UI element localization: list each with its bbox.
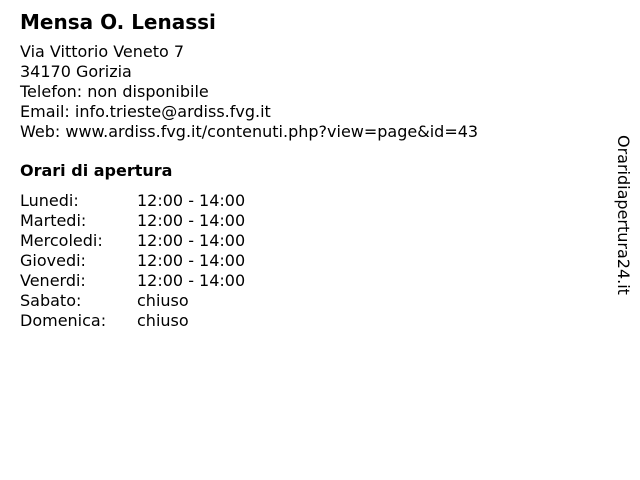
city-address: 34170 Gorizia	[20, 62, 132, 81]
day-hours: chiuso	[137, 311, 189, 330]
day-label: Martedi:	[20, 211, 87, 230]
day-label: Sabato:	[20, 291, 82, 310]
page-title: Mensa O. Lenassi	[20, 10, 216, 34]
hours-row-thursday	[20, 251, 610, 271]
day-label: Lunedi:	[20, 191, 79, 210]
web-text: Web: www.ardiss.fvg.it/contenuti.php?view=page&id=43	[20, 122, 479, 141]
day-label: Mercoledi:	[20, 231, 103, 250]
day-label: Venerdi:	[20, 271, 86, 290]
address-block	[20, 42, 610, 142]
phone-text: Telefon: non disponibile	[20, 82, 209, 101]
day-hours: 12:00 - 14:00	[137, 271, 246, 290]
day-hours: 12:00 - 14:00	[137, 251, 246, 270]
opening-hours-table	[20, 191, 610, 331]
hours-row-sunday	[20, 311, 610, 331]
day-hours: 12:00 - 14:00	[137, 211, 246, 230]
hours-row-tuesday	[20, 211, 610, 231]
hours-row-saturday	[20, 291, 610, 311]
opening-hours-heading: Orari di apertura	[20, 161, 173, 180]
day-hours: 12:00 - 14:00	[137, 191, 246, 210]
street-address: Via Vittorio Veneto 7	[20, 42, 185, 61]
day-label: Giovedi:	[20, 251, 86, 270]
day-hours: 12:00 - 14:00	[137, 231, 246, 250]
day-label: Domenica:	[20, 311, 107, 330]
day-hours: chiuso	[137, 291, 189, 310]
hours-row-friday	[20, 271, 610, 291]
listing-content	[20, 10, 610, 331]
email-text: Email: info.trieste@ardiss.fvg.it	[20, 102, 271, 121]
hours-row-monday	[20, 191, 610, 211]
site-watermark: Oraridiapertura24.it	[614, 135, 633, 295]
hours-row-wednesday	[20, 231, 610, 251]
